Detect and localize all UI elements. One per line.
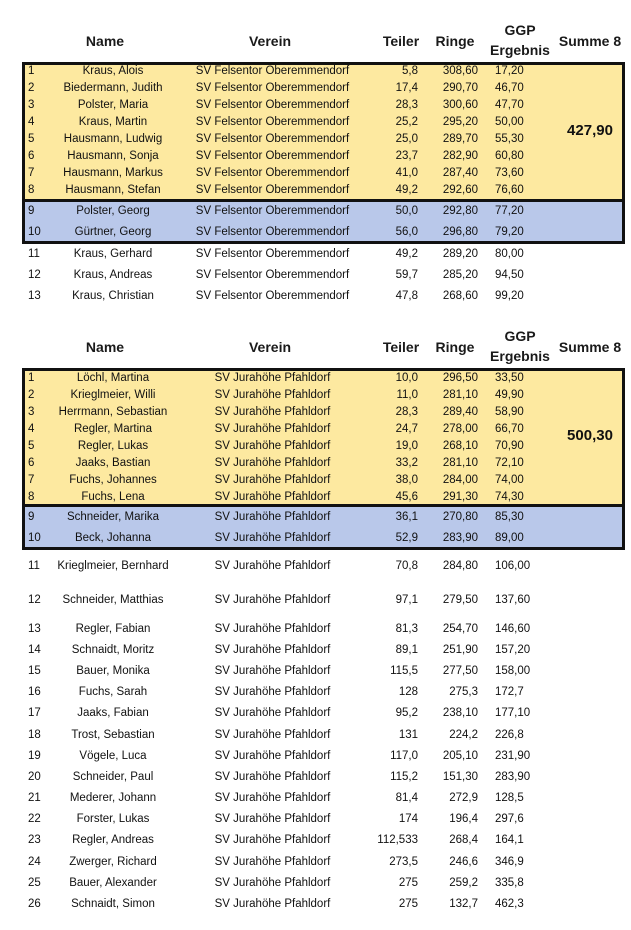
teiler-cell: 115,5 <box>390 665 418 677</box>
ggp-ergebnis-cell: 297,6 <box>495 813 524 825</box>
teiler-cell: 41,0 <box>395 167 418 179</box>
rank-cell: 11 <box>28 560 40 572</box>
ggp-ergebnis-cell: 46,70 <box>495 82 524 94</box>
rank-cell: 3 <box>28 406 35 418</box>
table-row <box>0 642 631 659</box>
teiler-cell: 11,0 <box>396 389 418 401</box>
name-cell: Schneider, Matthias <box>62 594 164 606</box>
table-row <box>0 472 631 489</box>
ringe-cell: 268,10 <box>442 440 478 452</box>
table-row <box>0 727 631 744</box>
name-cell: Herrmann, Sebastian <box>58 406 168 418</box>
ggp-ergebnis-cell: 76,60 <box>495 184 524 196</box>
header-ringe: Ringe <box>435 339 475 355</box>
name-cell: Krieglmeier, Bernhard <box>57 560 169 572</box>
ringe-cell: 205,10 <box>442 750 478 762</box>
teiler-cell: 25,2 <box>395 116 418 128</box>
ggp-ergebnis-cell: 47,70 <box>495 99 524 111</box>
name-cell: Polster, Maria <box>77 99 149 111</box>
ggp-ergebnis-cell: 58,90 <box>495 406 524 418</box>
verein-cell: SV Jurahöhe Pfahldorf <box>214 813 331 825</box>
rank-cell: 4 <box>28 116 35 128</box>
rank-cell: 8 <box>28 184 35 196</box>
rank-cell: 5 <box>28 440 35 452</box>
teiler-cell: 24,7 <box>395 423 418 435</box>
table-row <box>0 592 631 609</box>
teiler-cell: 50,0 <box>395 205 418 217</box>
ggp-ergebnis-cell: 77,20 <box>495 205 524 217</box>
rank-cell: 15 <box>28 665 41 677</box>
rank-cell: 7 <box>28 474 35 486</box>
teiler-cell: 19,0 <box>395 440 418 452</box>
ringe-cell: 283,90 <box>442 532 478 544</box>
ggp-ergebnis-cell: 226,8 <box>495 729 524 741</box>
table-row <box>0 370 631 387</box>
name-cell: Biedermann, Judith <box>63 82 163 94</box>
table-row <box>0 621 631 638</box>
name-cell: Kraus, Christian <box>72 290 154 302</box>
ggp-ergebnis-cell: 106,00 <box>495 560 531 572</box>
verein-cell: SV Jurahöhe Pfahldorf <box>214 474 331 486</box>
name-cell: Kraus, Alois <box>82 65 144 77</box>
name-cell: Kraus, Gerhard <box>73 248 153 260</box>
table-row <box>0 896 631 913</box>
rank-cell: 8 <box>28 491 35 503</box>
rank-cell: 5 <box>28 133 35 145</box>
rank-cell: 7 <box>28 167 35 179</box>
ringe-cell: 284,80 <box>442 560 478 572</box>
rank-cell: 13 <box>28 623 41 635</box>
header-name: Name <box>85 339 125 355</box>
ggp-ergebnis-cell: 74,00 <box>495 474 524 486</box>
ringe-cell: 292,60 <box>442 184 478 196</box>
table-row <box>0 854 631 871</box>
ringe-cell: 270,80 <box>442 511 478 523</box>
header-summe: Summe 8 <box>558 33 622 49</box>
rank-cell: 24 <box>28 856 41 868</box>
name-cell: Hausmann, Ludwig <box>63 133 163 145</box>
ringe-cell: 278,00 <box>442 423 478 435</box>
verein-cell: SV Felsentor Oberemmendorf <box>195 82 350 94</box>
teiler-cell: 70,8 <box>395 560 418 572</box>
header-summe: Summe 8 <box>558 339 622 355</box>
ringe-cell: 268,60 <box>442 290 478 302</box>
ringe-cell: 238,10 <box>442 707 478 719</box>
name-cell: Jaaks, Bastian <box>75 457 151 469</box>
rank-cell: 25 <box>28 877 41 889</box>
teiler-cell: 38,0 <box>395 474 418 486</box>
name-cell: Polster, Georg <box>76 205 150 217</box>
ringe-cell: 259,2 <box>449 877 478 889</box>
name-cell: Trost, Sebastian <box>71 729 155 741</box>
ggp-ergebnis-cell: 80,00 <box>495 248 524 260</box>
name-cell: Kraus, Andreas <box>73 269 153 281</box>
teiler-cell: 33,2 <box>395 457 418 469</box>
ggp-ergebnis-cell: 33,50 <box>495 372 524 384</box>
rank-cell: 13 <box>28 290 41 302</box>
table-row <box>0 663 631 680</box>
table-row <box>0 387 631 404</box>
name-cell: Beck, Johanna <box>74 532 152 544</box>
ringe-cell: 224,2 <box>449 729 478 741</box>
rank-cell: 23 <box>28 834 41 846</box>
name-cell: Vögele, Luca <box>79 750 147 762</box>
ggp-ergebnis-cell: 89,00 <box>495 532 524 544</box>
name-cell: Schnaidt, Simon <box>71 898 155 910</box>
ggp-ergebnis-cell: 94,50 <box>495 269 524 281</box>
ggp-ergebnis-cell: 128,5 <box>495 792 524 804</box>
rank-cell: 11 <box>28 248 40 260</box>
table-row <box>0 421 631 438</box>
name-cell: Schneider, Paul <box>72 771 154 783</box>
teiler-cell: 275 <box>398 898 418 910</box>
verein-cell: SV Jurahöhe Pfahldorf <box>214 406 331 418</box>
verein-cell: SV Felsentor Oberemmendorf <box>195 99 350 111</box>
header-teiler: Teiler <box>382 339 420 355</box>
rank-cell: 6 <box>28 150 35 162</box>
table-row <box>0 684 631 701</box>
rank-cell: 12 <box>28 594 41 606</box>
ggp-ergebnis-cell: 231,90 <box>495 750 531 762</box>
name-cell: Löchl, Martina <box>76 372 150 384</box>
verein-cell: SV Jurahöhe Pfahldorf <box>214 372 331 384</box>
teiler-cell: 117,0 <box>390 750 418 762</box>
teiler-cell: 174 <box>398 813 418 825</box>
verein-cell: SV Felsentor Oberemmendorf <box>195 226 350 238</box>
teiler-cell: 28,3 <box>395 406 418 418</box>
verein-cell: SV Jurahöhe Pfahldorf <box>214 707 331 719</box>
rank-cell: 17 <box>28 707 41 719</box>
ggp-ergebnis-cell: 79,20 <box>495 226 524 238</box>
header-ergebnis: Ergebnis <box>490 348 550 364</box>
rank-cell: 2 <box>28 82 35 94</box>
ggp-ergebnis-cell: 158,00 <box>495 665 531 677</box>
verein-cell: SV Jurahöhe Pfahldorf <box>214 686 331 698</box>
header-ggp: GGP <box>504 328 536 344</box>
name-cell: Forster, Lukas <box>76 813 150 825</box>
verein-cell: SV Felsentor Oberemmendorf <box>195 184 350 196</box>
rank-cell: 16 <box>28 686 41 698</box>
rank-cell: 21 <box>28 792 41 804</box>
verein-cell: SV Jurahöhe Pfahldorf <box>214 594 331 606</box>
ringe-cell: 196,4 <box>449 813 478 825</box>
table-row <box>0 875 631 892</box>
team-sum: 427,90 <box>567 122 613 139</box>
name-cell: Krieglmeier, Willi <box>70 389 156 401</box>
table-row <box>0 509 631 526</box>
ringe-cell: 268,4 <box>449 834 478 846</box>
rank-cell: 2 <box>28 389 35 401</box>
table-row <box>0 790 631 807</box>
verein-cell: SV Jurahöhe Pfahldorf <box>214 623 331 635</box>
table-row <box>0 558 631 575</box>
ringe-cell: 251,90 <box>442 644 478 656</box>
rank-cell: 1 <box>28 65 35 77</box>
teiler-cell: 36,1 <box>395 511 418 523</box>
teiler-cell: 56,0 <box>395 226 418 238</box>
ggp-ergebnis-cell: 157,20 <box>495 644 531 656</box>
ggp-ergebnis-cell: 172,7 <box>495 686 524 698</box>
header-teiler: Teiler <box>382 33 420 49</box>
ringe-cell: 295,20 <box>442 116 478 128</box>
rank-cell: 20 <box>28 771 41 783</box>
verein-cell: SV Felsentor Oberemmendorf <box>195 133 350 145</box>
table-row <box>0 530 631 547</box>
teiler-cell: 81,3 <box>395 623 418 635</box>
verein-cell: SV Jurahöhe Pfahldorf <box>214 423 331 435</box>
name-cell: Hausmann, Sonja <box>67 150 159 162</box>
ggp-ergebnis-cell: 177,10 <box>495 707 531 719</box>
teiler-cell: 49,2 <box>395 248 418 260</box>
teiler-cell: 17,4 <box>395 82 418 94</box>
ringe-cell: 289,40 <box>442 406 478 418</box>
rank-cell: 3 <box>28 99 35 111</box>
teiler-cell: 89,1 <box>395 644 418 656</box>
table-row <box>0 748 631 765</box>
name-cell: Regler, Fabian <box>75 623 151 635</box>
teiler-cell: 25,0 <box>395 133 418 145</box>
ggp-ergebnis-cell: 72,10 <box>495 457 524 469</box>
ggp-ergebnis-cell: 283,90 <box>495 771 531 783</box>
verein-cell: SV Jurahöhe Pfahldorf <box>214 665 331 677</box>
rank-cell: 10 <box>28 226 41 238</box>
verein-cell: SV Felsentor Oberemmendorf <box>195 269 350 281</box>
verein-cell: SV Jurahöhe Pfahldorf <box>214 898 331 910</box>
verein-cell: SV Jurahöhe Pfahldorf <box>214 511 331 523</box>
header-name: Name <box>85 33 125 49</box>
ringe-cell: 287,40 <box>442 167 478 179</box>
verein-cell: SV Jurahöhe Pfahldorf <box>214 729 331 741</box>
teiler-cell: 128 <box>398 686 418 698</box>
name-cell: Gürtner, Georg <box>74 226 152 238</box>
header-ggp: GGP <box>504 22 536 38</box>
verein-cell: SV Jurahöhe Pfahldorf <box>214 834 331 846</box>
table-row <box>0 769 631 786</box>
verein-cell: SV Jurahöhe Pfahldorf <box>214 491 331 503</box>
ggp-ergebnis-cell: 146,60 <box>495 623 531 635</box>
rank-cell: 6 <box>28 457 35 469</box>
ggp-ergebnis-cell: 17,20 <box>495 65 524 77</box>
rank-cell: 10 <box>28 532 41 544</box>
ringe-cell: 289,70 <box>442 133 478 145</box>
ggp-ergebnis-cell: 50,00 <box>495 116 524 128</box>
teiler-cell: 59,7 <box>395 269 418 281</box>
verein-cell: SV Jurahöhe Pfahldorf <box>214 750 331 762</box>
ringe-cell: 308,60 <box>442 65 478 77</box>
verein-cell: SV Felsentor Oberemmendorf <box>195 150 350 162</box>
teiler-cell: 131 <box>398 729 418 741</box>
ringe-cell: 281,10 <box>442 389 478 401</box>
rank-cell: 9 <box>28 205 35 217</box>
ringe-cell: 279,50 <box>442 594 478 606</box>
ggp-ergebnis-cell: 49,90 <box>495 389 524 401</box>
name-cell: Bauer, Monika <box>76 665 150 677</box>
verein-cell: SV Jurahöhe Pfahldorf <box>214 440 331 452</box>
ggp-ergebnis-cell: 335,8 <box>495 877 524 889</box>
verein-cell: SV Jurahöhe Pfahldorf <box>214 560 331 572</box>
teiler-cell: 10,0 <box>395 372 418 384</box>
ringe-cell: 272,9 <box>449 792 478 804</box>
verein-cell: SV Felsentor Oberemmendorf <box>195 167 350 179</box>
rank-cell: 18 <box>28 729 41 741</box>
verein-cell: SV Jurahöhe Pfahldorf <box>214 792 331 804</box>
teiler-cell: 112,533 <box>377 834 418 846</box>
table-row <box>0 438 631 455</box>
ggp-ergebnis-cell: 60,80 <box>495 150 524 162</box>
verein-cell: SV Jurahöhe Pfahldorf <box>214 457 331 469</box>
name-cell: Fuchs, Johannes <box>69 474 157 486</box>
verein-cell: SV Jurahöhe Pfahldorf <box>214 877 331 889</box>
table-row <box>0 489 631 506</box>
ringe-cell: 151,30 <box>442 771 478 783</box>
ringe-cell: 285,20 <box>442 269 478 281</box>
verein-cell: SV Felsentor Oberemmendorf <box>195 65 350 77</box>
teiler-cell: 45,6 <box>395 491 418 503</box>
ringe-cell: 132,7 <box>449 898 478 910</box>
verein-cell: SV Jurahöhe Pfahldorf <box>214 771 331 783</box>
ggp-ergebnis-cell: 346,9 <box>495 856 524 868</box>
rank-cell: 4 <box>28 423 35 435</box>
teiler-cell: 52,9 <box>395 532 418 544</box>
rank-cell: 9 <box>28 511 35 523</box>
ringe-cell: 281,10 <box>442 457 478 469</box>
rank-cell: 1 <box>28 372 35 384</box>
rank-cell: 14 <box>28 644 41 656</box>
table-row <box>0 705 631 722</box>
teiler-cell: 49,2 <box>395 184 418 196</box>
name-cell: Zwerger, Richard <box>69 856 157 868</box>
ringe-cell: 275,3 <box>449 686 478 698</box>
verein-cell: SV Jurahöhe Pfahldorf <box>214 389 331 401</box>
ggp-ergebnis-cell: 66,70 <box>495 423 524 435</box>
ggp-ergebnis-cell: 85,30 <box>495 511 524 523</box>
ggp-ergebnis-cell: 74,30 <box>495 491 524 503</box>
name-cell: Jaaks, Fabian <box>77 707 149 719</box>
name-cell: Hausmann, Stefan <box>65 184 161 196</box>
table-row <box>0 811 631 828</box>
ggp-ergebnis-cell: 55,30 <box>495 133 524 145</box>
name-cell: Hausmann, Markus <box>63 167 163 179</box>
ggp-ergebnis-cell: 462,3 <box>495 898 524 910</box>
ringe-cell: 291,30 <box>442 491 478 503</box>
ringe-cell: 292,80 <box>442 205 478 217</box>
name-cell: Mederer, Johann <box>69 792 157 804</box>
header-verein: Verein <box>248 33 292 49</box>
teiler-cell: 5,8 <box>402 65 418 77</box>
ggp-ergebnis-cell: 70,90 <box>495 440 524 452</box>
table-row <box>0 404 631 421</box>
ggp-ergebnis-cell: 73,60 <box>495 167 524 179</box>
name-cell: Fuchs, Sarah <box>78 686 148 698</box>
rank-cell: 22 <box>28 813 41 825</box>
teiler-cell: 97,1 <box>395 594 418 606</box>
teiler-cell: 23,7 <box>395 150 418 162</box>
verein-cell: SV Felsentor Oberemmendorf <box>195 290 350 302</box>
teiler-cell: 81,4 <box>395 792 418 804</box>
name-cell: Schnaidt, Moritz <box>71 644 155 656</box>
ringe-cell: 290,70 <box>442 82 478 94</box>
header-ringe: Ringe <box>435 33 475 49</box>
teiler-cell: 115,2 <box>390 771 418 783</box>
verein-cell: SV Felsentor Oberemmendorf <box>195 248 350 260</box>
ringe-cell: 282,90 <box>442 150 478 162</box>
verein-cell: SV Jurahöhe Pfahldorf <box>214 532 331 544</box>
teiler-cell: 273,5 <box>389 856 418 868</box>
table-row <box>0 832 631 849</box>
teiler-cell: 28,3 <box>395 99 418 111</box>
rank-cell: 26 <box>28 898 41 910</box>
ringe-cell: 254,70 <box>442 623 478 635</box>
rank-cell: 19 <box>28 750 41 762</box>
name-cell: Schneider, Marika <box>66 511 160 523</box>
ringe-cell: 296,80 <box>442 226 478 238</box>
name-cell: Regler, Martina <box>74 423 152 435</box>
ringe-cell: 277,50 <box>442 665 478 677</box>
ringe-cell: 300,60 <box>442 99 478 111</box>
ringe-cell: 284,00 <box>442 474 478 486</box>
header-ergebnis: Ergebnis <box>490 42 550 58</box>
teiler-cell: 275 <box>398 877 418 889</box>
team-sum: 500,30 <box>567 427 613 444</box>
table-row <box>0 455 631 472</box>
verein-cell: SV Felsentor Oberemmendorf <box>195 205 350 217</box>
verein-cell: SV Jurahöhe Pfahldorf <box>214 644 331 656</box>
name-cell: Kraus, Martin <box>78 116 148 128</box>
ringe-cell: 246,6 <box>449 856 478 868</box>
verein-cell: SV Felsentor Oberemmendorf <box>195 116 350 128</box>
rank-cell: 12 <box>28 269 41 281</box>
verein-cell: SV Jurahöhe Pfahldorf <box>214 856 331 868</box>
name-cell: Regler, Lukas <box>77 440 149 452</box>
name-cell: Regler, Andreas <box>72 834 154 846</box>
header-verein: Verein <box>248 339 292 355</box>
ggp-ergebnis-cell: 137,60 <box>495 594 531 606</box>
name-cell: Fuchs, Lena <box>81 491 145 503</box>
ringe-cell: 289,20 <box>442 248 478 260</box>
ringe-cell: 296,50 <box>442 372 478 384</box>
ggp-ergebnis-cell: 99,20 <box>495 290 524 302</box>
teiler-cell: 47,8 <box>395 290 418 302</box>
ggp-ergebnis-cell: 164,1 <box>495 834 524 846</box>
name-cell: Bauer, Alexander <box>69 877 157 889</box>
teiler-cell: 95,2 <box>395 707 418 719</box>
